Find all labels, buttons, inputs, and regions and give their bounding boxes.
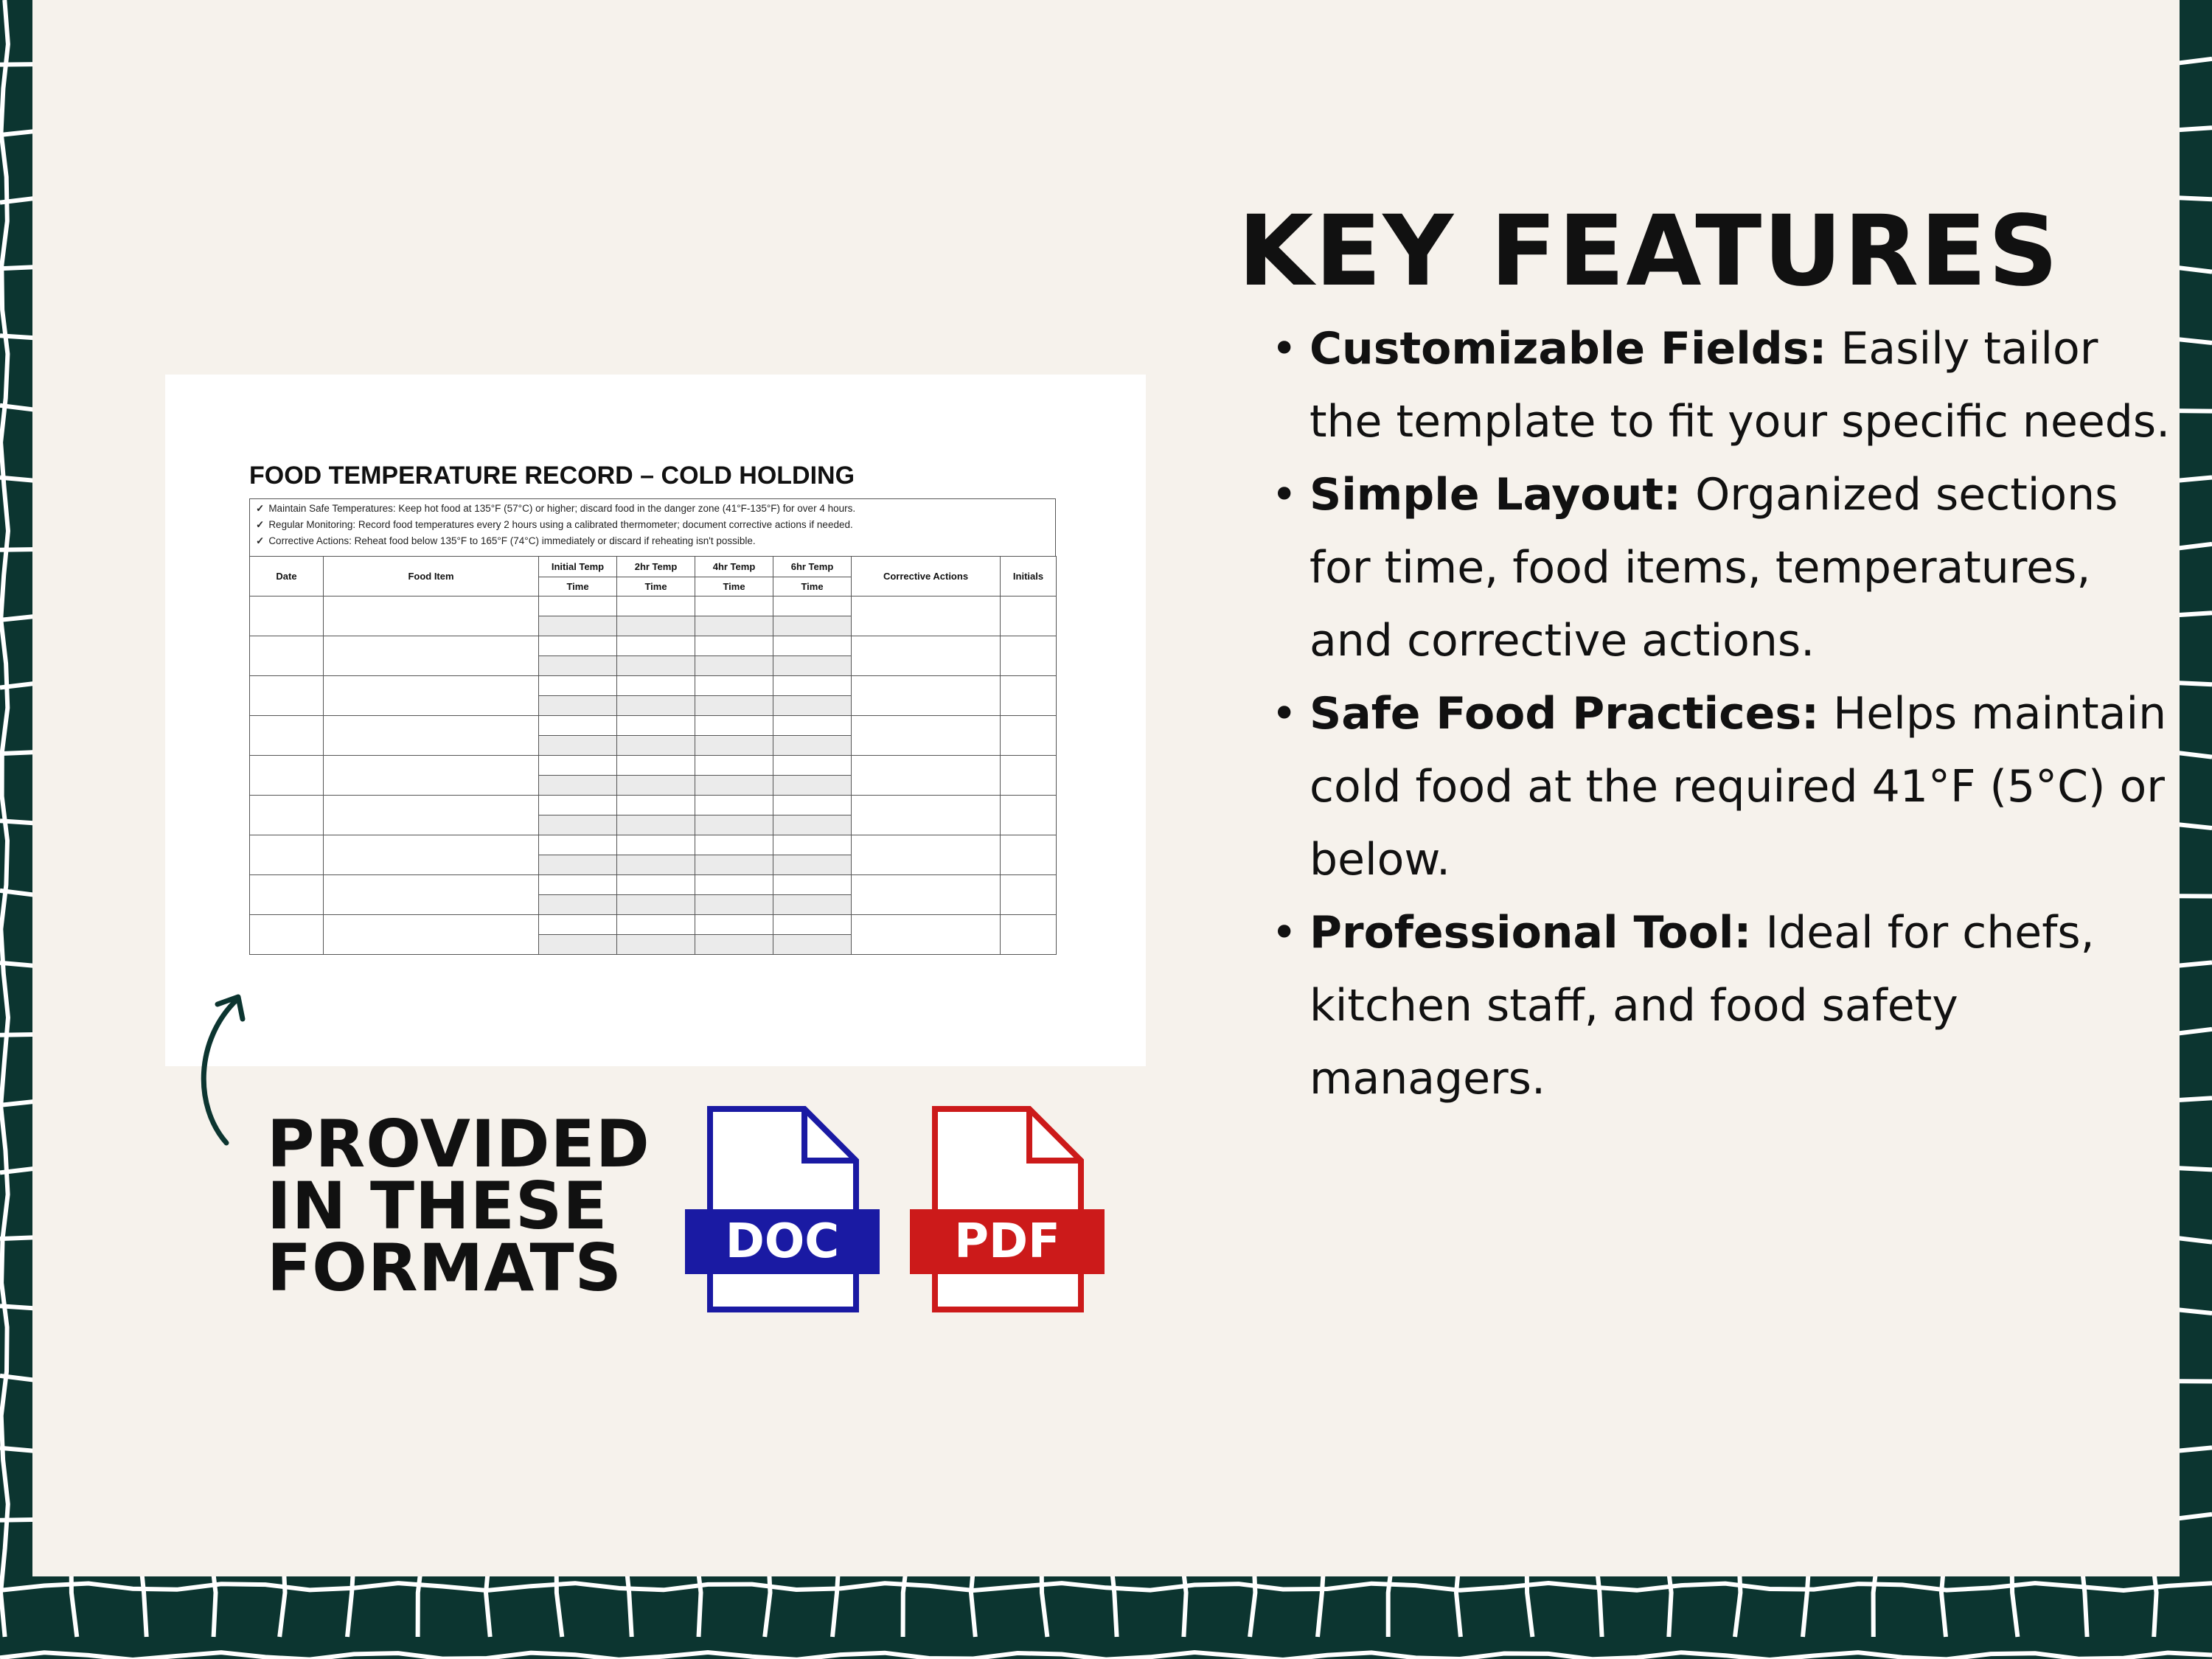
- table-cell: [852, 716, 1001, 756]
- time-cell: [773, 616, 852, 636]
- bullet-icon: •: [1271, 469, 1298, 521]
- time-cell: [539, 935, 617, 955]
- time-cell: [773, 815, 852, 835]
- doc-file-icon: [685, 1106, 880, 1314]
- time-cell: [695, 616, 773, 636]
- table-cell: [1001, 875, 1057, 915]
- curved-arrow-icon: [198, 988, 265, 1150]
- temp-cell: [617, 636, 695, 656]
- time-cell: [539, 815, 617, 835]
- header-food-item: Food Item: [324, 557, 539, 597]
- time-cell: [773, 736, 852, 756]
- time-cell: [539, 895, 617, 915]
- time-cell: [617, 656, 695, 676]
- note-label: Corrective Actions:: [268, 535, 352, 546]
- time-cell: [695, 895, 773, 915]
- time-cell: [539, 696, 617, 716]
- note-text: Record food temperatures every 2 hours using a calibrated thermometer; document corrective actions if needed.: [355, 519, 853, 530]
- table-cell: [250, 597, 324, 636]
- formats-label-line: PROVIDED: [267, 1106, 650, 1182]
- table-cell: [324, 875, 539, 915]
- table-row: [250, 875, 1057, 895]
- time-cell: [773, 895, 852, 915]
- table-cell: [250, 835, 324, 875]
- table-cell: [1001, 676, 1057, 716]
- time-cell: [695, 696, 773, 716]
- table-body: [250, 597, 1057, 955]
- header-time: Time: [617, 577, 695, 597]
- header-4hr-temp: 4hr Temp: [695, 557, 773, 577]
- check-icon: ✓: [256, 503, 265, 514]
- table-cell: [852, 796, 1001, 835]
- pdf-label: PDF: [910, 1209, 1105, 1274]
- temp-cell: [539, 597, 617, 616]
- temp-cell: [617, 835, 695, 855]
- table-cell: [1001, 636, 1057, 676]
- table-cell: [324, 756, 539, 796]
- temp-cell: [695, 796, 773, 815]
- table-cell: [250, 756, 324, 796]
- time-cell: [617, 815, 695, 835]
- temp-cell: [695, 835, 773, 855]
- time-cell: [773, 855, 852, 875]
- feature-name: Simple Layout:: [1310, 469, 1681, 521]
- content-panel: [32, 0, 2180, 1576]
- temp-cell: [539, 636, 617, 656]
- temp-cell: [695, 597, 773, 616]
- table-cell: [324, 716, 539, 756]
- note-regular-monitoring: [256, 517, 1049, 533]
- table-row: [250, 756, 1057, 776]
- table-cell: [324, 835, 539, 875]
- table-cell: [324, 676, 539, 716]
- table-cell: [852, 915, 1001, 955]
- table-cell: [852, 636, 1001, 676]
- feature-name: Safe Food Practices:: [1310, 688, 1820, 740]
- table-cell: [1001, 597, 1057, 636]
- temp-cell: [617, 875, 695, 895]
- temp-cell: [695, 756, 773, 776]
- time-cell: [773, 696, 852, 716]
- feature-simple-layout: [1271, 459, 2178, 678]
- provided-formats-label: [267, 1106, 650, 1306]
- time-cell: [695, 855, 773, 875]
- time-cell: [539, 855, 617, 875]
- table-cell: [324, 915, 539, 955]
- table-row: [250, 796, 1057, 815]
- temp-cell: [617, 676, 695, 696]
- pdf-file-icon: [910, 1106, 1105, 1314]
- table-cell: [852, 597, 1001, 636]
- table-cell: [1001, 756, 1057, 796]
- table-cell: [852, 835, 1001, 875]
- feature-list: [1271, 313, 2178, 1116]
- time-cell: [539, 616, 617, 636]
- table-row: [250, 835, 1057, 855]
- document-title: FOOD TEMPERATURE RECORD – COLD HOLDING: [249, 462, 855, 490]
- table-cell: [852, 676, 1001, 716]
- formats-label-line: IN THESE: [267, 1168, 608, 1244]
- note-text: Reheat food below 135°F to 165°F (74°C) immediately or discard if reheating isn't possible.: [351, 535, 756, 546]
- table-cell: [324, 796, 539, 835]
- time-cell: [539, 776, 617, 796]
- temp-cell: [539, 756, 617, 776]
- temp-cell: [695, 676, 773, 696]
- temp-cell: [773, 875, 852, 895]
- temp-cell: [773, 597, 852, 616]
- table-cell: [250, 636, 324, 676]
- temp-cell: [773, 716, 852, 736]
- table-row: [250, 915, 1057, 935]
- note-corrective-actions: [256, 533, 1049, 549]
- time-cell: [539, 656, 617, 676]
- key-features-title: KEY FEATURES: [1238, 195, 2060, 308]
- temp-cell: [695, 636, 773, 656]
- time-cell: [617, 895, 695, 915]
- temp-cell: [539, 915, 617, 935]
- note-text: Keep hot food at 135°F (57°C) or higher; discard food in the danger zone (41°F-135°F) for over 4 hours.: [395, 503, 856, 514]
- check-icon: ✓: [256, 535, 265, 546]
- temp-cell: [539, 835, 617, 855]
- table-cell: [250, 796, 324, 835]
- document-notes: [249, 498, 1056, 556]
- table-cell: [852, 875, 1001, 915]
- temp-cell: [773, 796, 852, 815]
- table-cell: [250, 875, 324, 915]
- formats-label-line: FORMATS: [267, 1230, 622, 1306]
- table-cell: [250, 716, 324, 756]
- table-cell: [250, 915, 324, 955]
- temp-cell: [539, 875, 617, 895]
- header-initials: Initials: [1001, 557, 1057, 597]
- table-cell: [250, 676, 324, 716]
- header-time: Time: [773, 577, 852, 597]
- grid-line: [0, 1652, 2212, 1659]
- time-cell: [617, 736, 695, 756]
- feature-text: Organized sections for time, food items, temperatures, and corrective actions.: [1310, 469, 2118, 667]
- temp-cell: [539, 676, 617, 696]
- header-6hr-temp: 6hr Temp: [773, 557, 852, 577]
- table-cell: [324, 636, 539, 676]
- time-cell: [617, 776, 695, 796]
- feature-professional-tool: [1271, 897, 2178, 1116]
- table-cell: [852, 756, 1001, 796]
- header-2hr-temp: 2hr Temp: [617, 557, 695, 577]
- grid-line: [0, 1583, 2212, 1590]
- time-cell: [617, 855, 695, 875]
- time-cell: [695, 736, 773, 756]
- note-label: Regular Monitoring:: [268, 519, 356, 530]
- feature-text: Helps maintain cold food at the required 41°F (5°C) or below.: [1310, 688, 2167, 886]
- note-maintain-safe-temperatures: [256, 501, 1049, 517]
- temp-cell: [539, 796, 617, 815]
- bullet-icon: •: [1271, 907, 1298, 959]
- time-cell: [617, 935, 695, 955]
- temp-cell: [773, 676, 852, 696]
- feature-text: Ideal for chefs, kitchen staff, and food safety managers.: [1310, 907, 2095, 1105]
- time-cell: [773, 776, 852, 796]
- bullet-icon: •: [1271, 688, 1298, 740]
- note-label: Maintain Safe Temperatures:: [268, 503, 396, 514]
- document-preview: [165, 375, 1146, 1066]
- time-cell: [617, 616, 695, 636]
- temp-cell: [539, 716, 617, 736]
- header-time: Time: [695, 577, 773, 597]
- time-cell: [773, 935, 852, 955]
- header-date: Date: [250, 557, 324, 597]
- table-row: [250, 597, 1057, 616]
- grid-line: [1, 0, 8, 1637]
- time-cell: [539, 736, 617, 756]
- header-time: Time: [539, 577, 617, 597]
- time-cell: [695, 815, 773, 835]
- header-initial-temp: Initial Temp: [539, 557, 617, 577]
- feature-name: Customizable Fields:: [1310, 323, 1827, 375]
- table-row: [250, 636, 1057, 656]
- temp-cell: [773, 756, 852, 776]
- doc-label: DOC: [685, 1209, 880, 1274]
- feature-text: Easily tailor the template to fit your specific needs.: [1310, 323, 2171, 448]
- table-cell: [1001, 835, 1057, 875]
- check-icon: ✓: [256, 519, 265, 530]
- header-corrective-actions: Corrective Actions: [852, 557, 1001, 597]
- table-cell: [324, 597, 539, 636]
- temp-cell: [695, 716, 773, 736]
- temp-cell: [773, 915, 852, 935]
- table-row: [250, 676, 1057, 696]
- temp-cell: [617, 915, 695, 935]
- feature-name: Professional Tool:: [1310, 907, 1752, 959]
- feature-safe-food-practices: [1271, 678, 2178, 897]
- time-cell: [695, 656, 773, 676]
- feature-customizable-fields: [1271, 313, 2178, 459]
- temp-cell: [617, 796, 695, 815]
- table-cell: [1001, 915, 1057, 955]
- time-cell: [617, 696, 695, 716]
- temp-cell: [773, 835, 852, 855]
- temperature-log-table: [249, 556, 1057, 955]
- bullet-icon: •: [1271, 323, 1298, 375]
- table-cell: [1001, 716, 1057, 756]
- time-cell: [695, 935, 773, 955]
- table-row: [250, 716, 1057, 736]
- table-cell: [1001, 796, 1057, 835]
- temp-cell: [617, 756, 695, 776]
- time-cell: [695, 776, 773, 796]
- temp-cell: [695, 875, 773, 895]
- time-cell: [773, 656, 852, 676]
- temp-cell: [695, 915, 773, 935]
- temp-cell: [617, 716, 695, 736]
- temp-cell: [773, 636, 852, 656]
- temp-cell: [617, 597, 695, 616]
